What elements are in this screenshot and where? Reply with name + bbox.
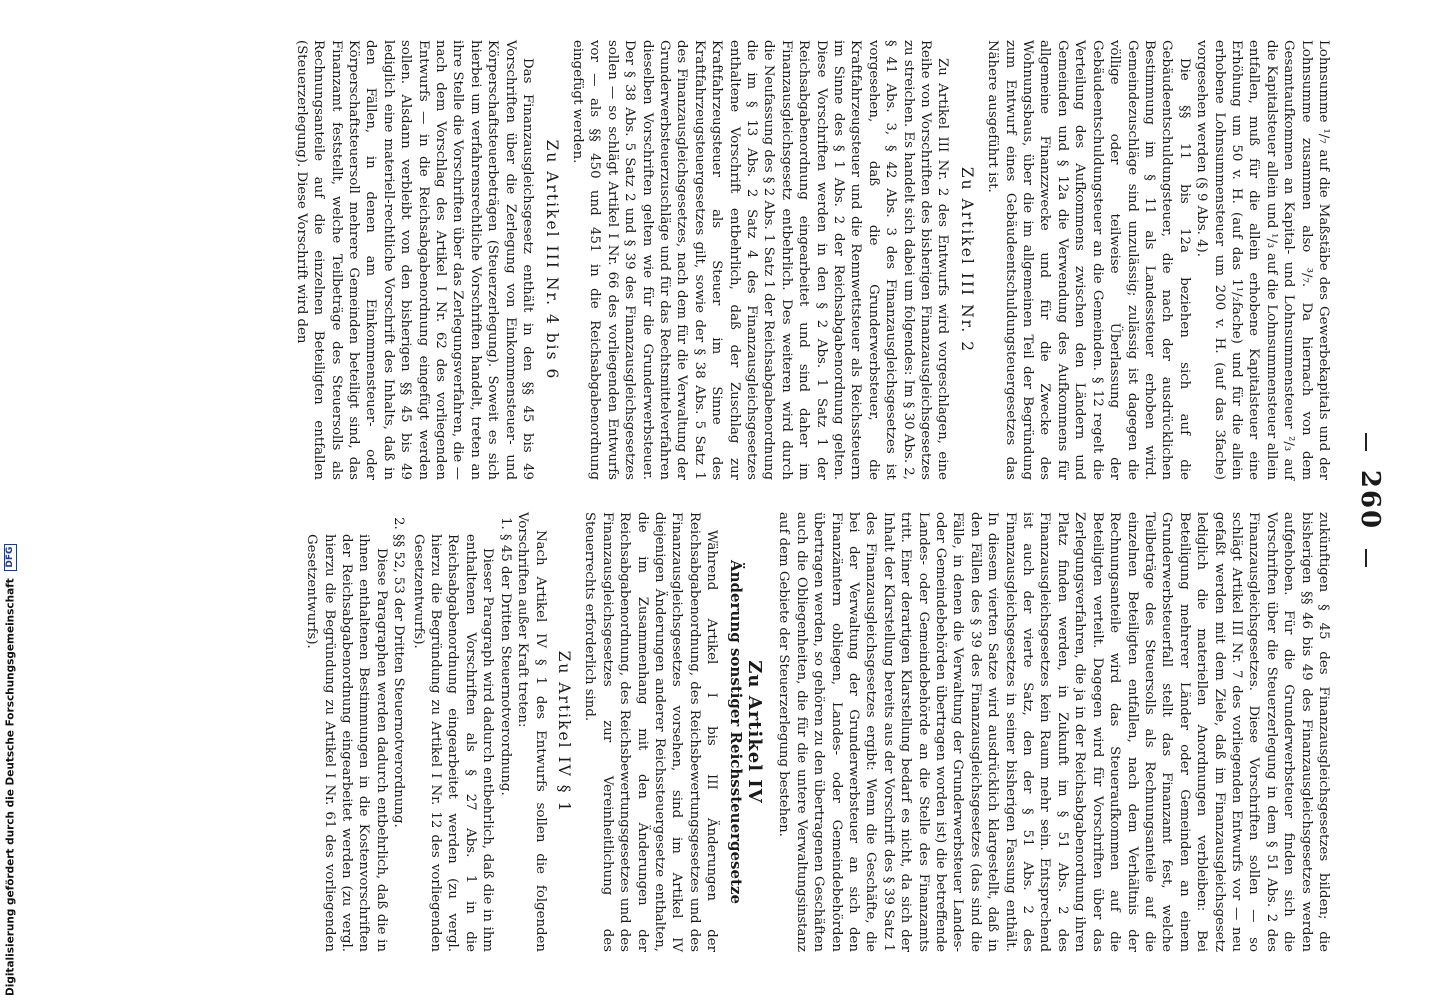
section-heading-art3-nr4-6: Zu Artikel III Nr. 4 bis 6 xyxy=(542,139,561,381)
section-subheading-art4: Änderung sonstiger Reichssteuergesetze xyxy=(726,559,745,905)
list-item-text: Dieser Paragraph wird dadurch entbehrlich, daß die in ihm enthaltenen Vorschriften als § 27 Abs. 1 in die Reichsabgabenordnung eingearbeitet werden (zu vergl. hierzu die Begründung zu Artikel I Nr. 12 des vorliegenden Gesetzentwurfs). xyxy=(410,534,496,952)
dfg-logo-icon: DFG xyxy=(4,544,17,571)
repealed-provisions-list xyxy=(303,512,514,952)
paragraph-art4-par1: Nach Artikel IV § 1 des Entwurfs sollen die folgenden Vorschriften außer Kraft treten: xyxy=(515,512,548,952)
document-page xyxy=(100,40,1390,960)
paragraph-continuation-right: zukünftigen § 45 des Finanzausgleichsgesetzes bilden; die bisherigen §§ 46 bis 49 des Finanzausgleichsgesetzes werden aufgehoben. Für die Grunderwerbsteuer finden sich die Vorschriften über die Steuerzerlegung in dem § 51 Abs. 2 des Finanzausgleichsgesetzes. Diese Vorschriften sollen — so schlägt Artikel III Nr. 7 des vorliegenden Entwurfs vor — neu gefaßt werden mit dem Ziele, daß im Finanzausgleichsgesetz lediglich die materiellen Anordnungen verbleiben: Bei Beteiligung mehrerer Länder oder Gemeinden an einem Grunderwerbsteuerfall stellt das Finanzamt fest, welche Teilbeträge des Steuersolls als Rechnungsanteile auf die einzelnen Beteiligten entfallen, nach dem Verhältnis der Rechnungsanteile wird das Steueraufkommen auf die Beteiligten verteilt. Dagegen wird für Vorschriften über das Zerlegungsverfahren, die ja in der Reichsabgabenordnung ihren Platz finden werden, in Zukunft im § 51 Abs. 2 des Finanzausgleichsgesetzes kein Raum mehr sein. Entsprechend ist auch der vierte Satz, den der § 51 Abs. 2 des Finanzausgleichsgesetzes in seiner bisherigen Fassung enthält. In diesem vierten Satze wird ausdrücklich klargestellt, daß in den Fällen des § 39 des Finanzausgleichsgesetzes (das sind die Fälle, in denen die Verwaltung der Grunderwerbsteuer Landes- oder Gemeindebehörden übertragen worden ist) die betreffende Landes- oder Gemeindebehörde an die Stelle des Finanzamts tritt. Einer derartigen Klarstellung bedarf es nicht, da sich der Inhalt der Klarstellung bereits aus der Vorschrift des § 39 Satz 1 des Finanzausgleichsgesetzes ergibt: Wenn die Geschäfte, die bei der Verwaltung der Grunderwerbsteuer an sich den Finanzämtern obliegen, Landes- oder Gemeindebehörden übertragen werden, so gehören zu den übertragenen Geschäften auch die Obliegenheiten, die für die untere Verwaltungsinstanz auf dem Gebiete der Steuerzerlegung bestehen. xyxy=(776,512,1331,952)
section-heading-art3-nr2: Zu Artikel III Nr. 2 xyxy=(957,166,976,354)
page-number: 260 xyxy=(1355,469,1385,531)
digitization-credit-sidebar xyxy=(0,0,24,1000)
list-item-title: 1. § 45 der Dritten Steuernotverordnung. xyxy=(497,534,513,796)
header-dash-right xyxy=(1366,549,1368,567)
right-column xyxy=(301,512,1332,952)
digitization-credit xyxy=(4,544,17,996)
paragraph-gebaeudeentschuldungsteuer: Die §§ 11 bis 12a beziehen sich auf die Gebäudeentschuldungsteuer, die nach der ausdrücklichen Bestimmung im § 11 als Landessteuer erhoben wird. Gemeindezuschläge sind unzulässig; zulässig ist dagegen die völlige oder teilweise Überlassung der Gebäudeentschuldungsteuer an die Gemeinden. § 12 regelt die Verteilung des Aufkommens zwischen den Ländern und Gemeinden und § 12a die Verwendung des Aufkommens für allgemeine Finanzzwecke und für die Zwecke des Wohnungsbaus, über die im allgemeinen Teil der Begründung zum Entwurf eines Gebäudeentschuldungsteuergesetzes das Nähere ausgeführt ist. xyxy=(985,40,1192,480)
list-item-title: 2. §§ 52, 53 der Dritten Steuernotverordnung. xyxy=(391,534,407,828)
paragraph-art3-nr2: Zu Artikel III Nr. 2 des Entwurfs wird vorgeschlagen, eine Reihe von Vorschriften des bisherigen Finanzausgleichsgesetzes zu streichen. Es handelt sich dabei um folgendes: Im § 30 Abs. 2, § 41 Abs. 3, § 42 Abs. 3 des Finanzausgleichsgesetzes ist vorgesehen, daß die Grunderwerbsteuer, die Kraftfahrzeugsteuer und die Rennwettsteuer als Reichssteuern im Sinne des § 1 Abs. 2 der Reichsabgabenordnung gelten. Diese Vorschriften werden in den § 2 Abs. 1 Satz 1 der Reichsabgabenordnung eingearbeitet und sind daher im Finanzausgleichsgesetz entbehrlich. Des weiteren wird durch die Neufassung des § 2 Abs. 1 Satz 1 der Reichsabgabenordnung die im § 13 Abs. 2 Satz 4 des Finanzausgleichsgesetzes enthaltene Vorschrift entbehrlich, daß der Zuschlag zur Kraftfahrzeugsteuer als Steuer im Sinne des Kraftfahrzeugsteuergesetzes gilt, sowie der § 38 Abs. 5 Satz 1 des Finanzausgleichsgesetzes, nach dem für die Verwaltung der Grunderwerbsteuerzuschläge und für das Rechtsmittelverfahren dieselben Vorschriften gelten wie für die Grunderwerbsteuer. Der § 38 Abs. 5 Satz 2 und § 39 des Finanzausgleichsgesetzes sollen — so schlägt Artikel I Nr. 66 des vorliegenden Entwurfs vor — als §§ 450 und 451 in die Reichsabgabenordnung eingefügt werden. xyxy=(569,40,951,480)
list-item xyxy=(409,534,513,952)
header-dash-left xyxy=(1366,433,1368,451)
page-header xyxy=(1350,40,1390,960)
paragraph-continuation: Lohnsumme ¹/₇ auf die Maßstäbe des Gewerbekapitals und der Lohnsumme zusammen also ³/₇. Da hiernach von dem Gesamtaufkommen an Kapital- und Lohnsummensteuer ²/₃ auf die Kapitalsteuer allein und ¹/₃ auf die Lohnsummensteuer allein entfallen, muß für die allein erhobene Kapitalsteuer eine Erhöhung um 50 v. H. (auf das 1¹/₂fache) und für die allein erhobene Lohnsummensteuer um 200 v. H. (auf das 3fache) vorgesehen werden (§ 9 Abs. 4). xyxy=(1194,40,1331,480)
list-item-text: Diese Paragraphen werden dadurch entbehrlich, daß die in ihnen enthaltenen Bestimmungen in die Kostenvorschriften der Reichsabgabenordnung eingearbeitet werden (zu vergl. hierzu die Begründung zu Artikel I Nr. 61 des vorliegenden Gesetzentwurfs). xyxy=(304,534,389,952)
credit-text: Digitalisierung gefördert durch die Deutsche Forschungsgemeinschaft xyxy=(4,578,17,996)
section-heading-art4-par1: Zu Artikel IV § 1 xyxy=(554,650,573,814)
list-item xyxy=(303,534,407,952)
left-column xyxy=(292,40,1332,480)
paragraph-art3-nr4-6: Das Finanzausgleichsgesetz enthält in den §§ 45 bis 49 Vorschriften über die Zerlegung von Einkommensteuer- und Körperschaftsteuerbeträgen (Steuerzerlegung). Soweit es sich hierbei um verfahrensrechtliche Vorschriften handelt, treten an ihre Stelle die Vorschriften über das Zerlegungsverfahren, die — nach dem Vorschlag des Artikel I Nr. 62 des vorliegenden Entwurfs — in die Reichsabgabenordnung eingefügt werden sollen. Alsdann verbleibt von den bisherigen §§ 45 bis 49 lediglich eine materiell-rechtliche Vorschrift des Inhalts, daß in den Fällen, in denen am Einkommensteuer- oder Körperschaftsteuersoll mehrere Gemeinden beteiligt sind, das Finanzamt feststellt, welche Teilbeträge des Steuersolls als Rechnungsanteile auf die einzelnen Beteiligten entfallen (Steuerzerlegung). Diese Vorschrift wird den xyxy=(293,40,536,480)
section-heading-art4: Zu Artikel IV xyxy=(744,660,765,804)
paragraph-art4: Während Artikel I bis III Änderungen der Reichsabgabenordnung, des Reichsbewertungsgesetzes und des Finanzausgleichsgesetzes vorsehen, sind im Artikel IV diejenigen Änderungen anderer Reichssteuergesetze enthalten, die im Zusammenhang mit den Änderungen der Reichsabgabenordnung, des Reichsbewertungsgesetzes und des Finanzausgleichsgesetzes zur Vereinheitlichung des Steuerrechts erforderlich sind. xyxy=(582,512,720,952)
